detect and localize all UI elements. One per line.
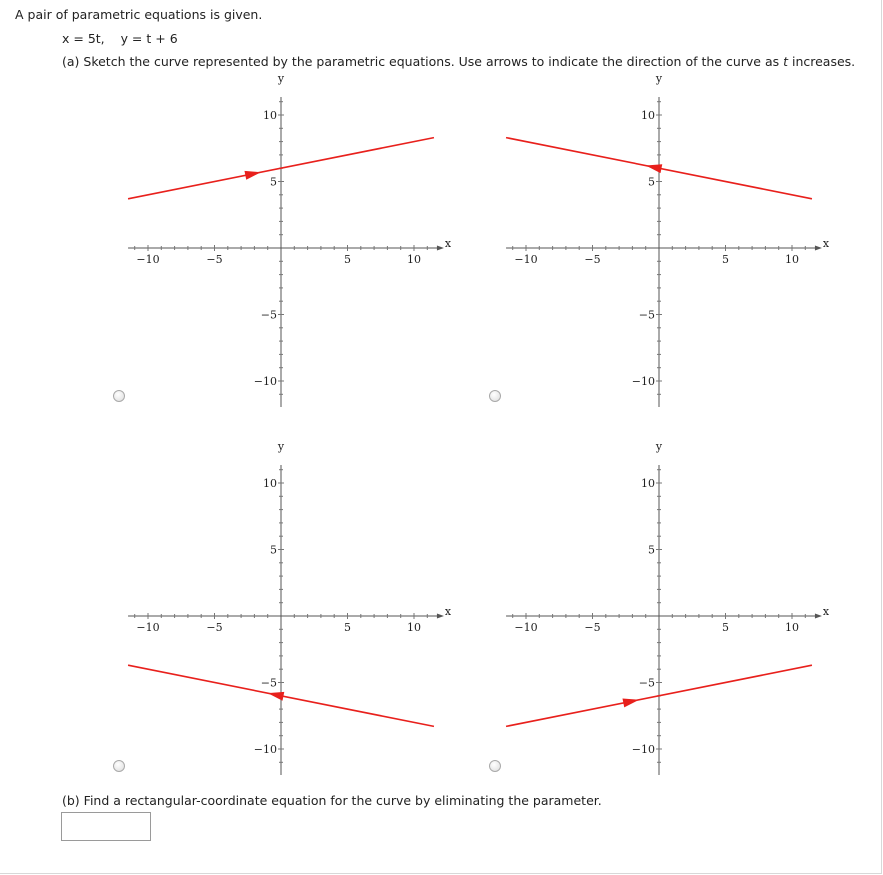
x-tick-label: 5 [344,253,351,266]
x-axis-label: x [444,605,452,618]
x-tick-label: −10 [514,621,538,634]
x-axis-arrowhead [815,614,822,619]
graph-option-4 [495,440,835,775]
graph-option-3 [117,440,457,775]
x-axis-label: x [822,237,830,250]
y-tick-label: −5 [638,308,655,322]
part-a-prompt [62,54,855,69]
x-tick-label: −5 [206,621,223,634]
x-tick-label: 10 [785,253,799,266]
x-tick-label: 10 [407,253,421,266]
x-axis-arrowhead [437,614,444,619]
y-tick-label: −10 [631,743,655,756]
x-tick-label: −10 [514,253,538,266]
y-axis-label: y [655,72,663,86]
equation-x: x = 5t, [62,31,105,46]
y-axis-label: y [277,72,285,86]
y-tick-label: 5 [270,543,277,557]
x-tick-label: −5 [206,253,223,266]
y-tick-label: 10 [641,477,655,490]
x-tick-label: 5 [344,621,351,634]
direction-arrow [268,692,285,701]
graph-option-2 [495,72,835,407]
x-tick-label: 10 [785,621,799,634]
y-tick-label: −10 [253,743,277,756]
x-tick-label: −10 [136,253,160,266]
radio-option-2[interactable] [489,390,501,402]
y-axis-label: y [655,440,663,454]
part-b-prompt: (b) Find a rectangular-coordinate equation for the curve by eliminating the parameter. [62,793,602,808]
parametric-equations [62,31,178,46]
x-axis-label: x [822,605,830,618]
part-a-variable: t [783,54,788,69]
y-tick-label: 10 [641,109,655,122]
y-tick-label: −10 [253,375,277,388]
graph-option-1 [117,72,457,407]
y-tick-label: 10 [263,477,277,490]
radio-option-1[interactable] [113,390,125,402]
x-tick-label: 10 [407,621,421,634]
y-tick-label: −10 [631,375,655,388]
y-tick-label: −5 [260,676,277,690]
x-tick-label: −5 [584,253,601,266]
x-tick-label: 5 [722,621,729,634]
x-tick-label: 5 [722,253,729,266]
x-tick-label: −5 [584,621,601,634]
question-intro: A pair of parametric equations is given. [15,7,263,22]
x-axis-label: x [444,237,452,250]
y-tick-label: 5 [648,175,655,189]
radio-option-4[interactable] [489,760,501,772]
equation-y: y = t + 6 [120,31,178,46]
direction-arrow [622,699,639,708]
radio-option-3[interactable] [113,760,125,772]
y-tick-label: 5 [270,175,277,189]
part-a-text-start: (a) Sketch the curve represented by the parametric equations. Use arrows to indicate the direction of the curve as [62,54,784,69]
y-tick-label: −5 [260,308,277,322]
direction-arrow [646,164,663,173]
y-tick-label: −5 [638,676,655,690]
y-tick-label: 5 [648,543,655,557]
y-tick-label: 10 [263,109,277,122]
x-tick-label: −10 [136,621,160,634]
x-axis-arrowhead [437,246,444,251]
y-axis-label: y [277,440,285,454]
answer-input[interactable] [61,812,151,841]
x-axis-arrowhead [815,246,822,251]
part-a-text-end: increases. [788,54,856,69]
direction-arrow [244,171,261,180]
